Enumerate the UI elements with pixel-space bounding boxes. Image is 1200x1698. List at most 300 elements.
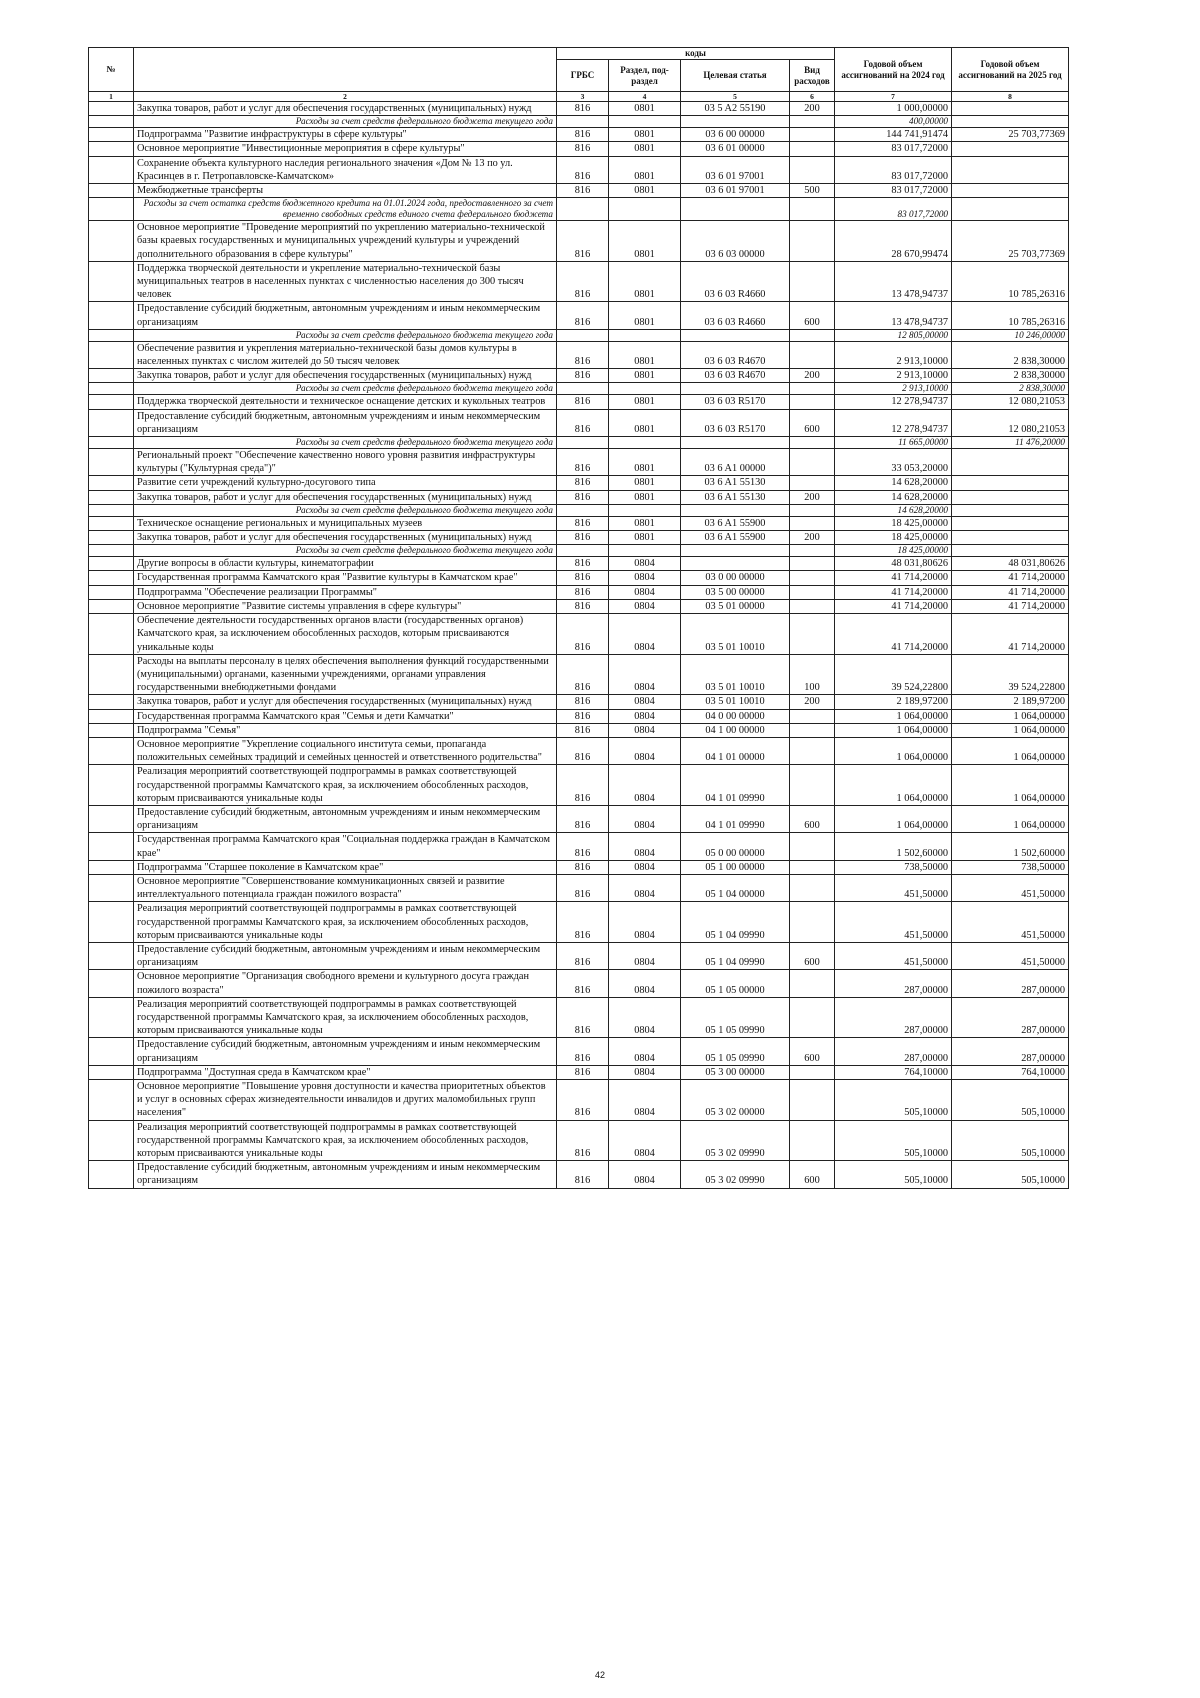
section-cell	[609, 437, 681, 449]
expense-type-cell	[790, 329, 835, 341]
table-row	[89, 1080, 1159, 1121]
row-name-cell: Закупка товаров, работ и услуг для обеспечения государственных (муниципальных) нужд	[134, 102, 557, 116]
amount-2025-cell	[952, 156, 1069, 183]
amount-2025-cell: 41 714,20000	[952, 614, 1069, 655]
section-cell: 0804	[609, 874, 681, 901]
row-number-cell	[89, 1120, 134, 1161]
row-number-cell	[89, 449, 134, 476]
target-article-cell: 03 6 03 R5170	[681, 409, 790, 436]
expense-type-cell: 600	[790, 409, 835, 436]
spacer-cell	[1069, 737, 1159, 764]
section-cell: 0801	[609, 142, 681, 156]
table-row	[89, 902, 1159, 943]
expense-type-cell	[790, 860, 835, 874]
amount-2024-cell: 41 714,20000	[835, 585, 952, 599]
row-number-cell	[89, 1080, 134, 1121]
row-name-cell: Закупка товаров, работ и услуг для обеспечения государственных (муниципальных) нужд	[134, 531, 557, 545]
expense-type-cell: 200	[790, 531, 835, 545]
expense-type-cell	[790, 449, 835, 476]
grbs-cell	[557, 383, 609, 395]
amount-2024-cell: 1 064,00000	[835, 805, 952, 832]
row-number-cell	[89, 198, 134, 221]
target-article-cell: 05 1 00 00000	[681, 860, 790, 874]
amount-2025-cell: 12 080,21053	[952, 409, 1069, 436]
grbs-cell: 816	[557, 902, 609, 943]
section-cell	[609, 198, 681, 221]
section-cell: 0804	[609, 709, 681, 723]
expense-type-cell	[790, 997, 835, 1038]
note-row	[89, 545, 1159, 557]
expense-type-cell: 600	[790, 302, 835, 329]
section-cell	[609, 383, 681, 395]
target-article-cell	[681, 557, 790, 571]
grbs-cell	[557, 329, 609, 341]
section-cell: 0804	[609, 970, 681, 997]
amount-2024-cell: 18 425,00000	[835, 531, 952, 545]
spacer-cell	[1069, 970, 1159, 997]
spacer-cell	[1069, 805, 1159, 832]
row-name-cell: Реализация мероприятий соответствующей подпрограммы в рамках соответствующей государственной программы Камчатского края, за исключением обособленных расходов, которым присваиваются уникальные коды	[134, 902, 557, 943]
amount-2024-cell: 738,50000	[835, 860, 952, 874]
amount-2024-cell: 83 017,72000	[835, 198, 952, 221]
amount-2025-cell: 41 714,20000	[952, 599, 1069, 613]
expense-type-cell: 200	[790, 490, 835, 504]
page-number: 42	[594, 1670, 605, 1680]
grbs-cell	[557, 116, 609, 128]
section-cell	[609, 329, 681, 341]
table-row	[89, 341, 1159, 368]
target-article-cell: 05 0 00 00000	[681, 833, 790, 860]
grbs-cell: 816	[557, 737, 609, 764]
note-row	[89, 383, 1159, 395]
expense-type-cell	[790, 571, 835, 585]
amount-2024-cell: 505,10000	[835, 1161, 952, 1188]
row-name-cell: Предоставление субсидий бюджетным, автономным учреждениям и иным некоммерческим организациям	[134, 1161, 557, 1188]
amount-2024-cell: 2 913,10000	[835, 383, 952, 395]
row-name-cell: Подпрограмма "Семья"	[134, 723, 557, 737]
header-target: Целевая статья	[681, 60, 790, 92]
expense-type-cell	[790, 723, 835, 737]
amount-2024-cell: 2 189,97200	[835, 695, 952, 709]
amount-2024-cell: 39 524,22800	[835, 654, 952, 695]
row-name-cell: Основное мероприятие "Повышение уровня доступности и качества приоритетных объектов и услуг в основных сферах жизнедеятельности инвалидов и других маломобильных групп населения"	[134, 1080, 557, 1121]
row-number-cell	[89, 654, 134, 695]
amount-2024-cell: 11 665,00000	[835, 437, 952, 449]
section-cell: 0804	[609, 765, 681, 806]
section-cell: 0804	[609, 1120, 681, 1161]
amount-2024-cell: 400,00000	[835, 116, 952, 128]
target-article-cell	[681, 198, 790, 221]
table-row	[89, 805, 1159, 832]
row-name-cell: Реализация мероприятий соответствующей подпрограммы в рамках соответствующей государственной программы Камчатского края, за исключением обособленных расходов, которым присваиваются уникальные коды	[134, 1120, 557, 1161]
row-number-cell	[89, 805, 134, 832]
amount-2024-cell: 144 741,91474	[835, 128, 952, 142]
target-article-cell: 04 1 01 09990	[681, 805, 790, 832]
grbs-cell: 816	[557, 585, 609, 599]
amount-2024-cell: 83 017,72000	[835, 142, 952, 156]
amount-2024-cell: 18 425,00000	[835, 545, 952, 557]
table-row	[89, 102, 1159, 116]
amount-2025-cell: 1 064,00000	[952, 765, 1069, 806]
grbs-cell: 816	[557, 654, 609, 695]
target-article-cell: 05 1 04 09990	[681, 942, 790, 969]
section-cell	[609, 504, 681, 516]
amount-2025-cell	[952, 184, 1069, 198]
table-row	[89, 654, 1159, 695]
row-name-cell: Сохранение объекта культурного наследия регионального значения «Дом № 13 по ул. Красинцев в г. Петропавловске-Камчатском»	[134, 156, 557, 183]
row-number-cell	[89, 902, 134, 943]
row-number-cell	[89, 516, 134, 530]
target-article-cell: 03 6 01 97001	[681, 184, 790, 198]
row-number-cell	[89, 142, 134, 156]
row-name-cell: Техническое оснащение региональных и муниципальных музеев	[134, 516, 557, 530]
amount-2025-cell: 25 703,77369	[952, 128, 1069, 142]
section-cell: 0804	[609, 585, 681, 599]
section-cell: 0804	[609, 902, 681, 943]
target-article-cell: 03 6 03 R4660	[681, 261, 790, 302]
spacer-cell	[1069, 128, 1159, 142]
table-row	[89, 942, 1159, 969]
section-cell: 0804	[609, 571, 681, 585]
expense-type-cell: 100	[790, 654, 835, 695]
budget-table	[88, 47, 1159, 1189]
section-cell: 0804	[609, 1161, 681, 1188]
table-row	[89, 997, 1159, 1038]
target-article-cell: 05 1 04 09990	[681, 902, 790, 943]
amount-2024-cell: 41 714,20000	[835, 599, 952, 613]
column-index: 7	[835, 92, 952, 102]
spacer-cell	[1069, 709, 1159, 723]
row-name-cell: Развитие сети учреждений культурно-досугового типа	[134, 476, 557, 490]
spacer-cell	[1069, 490, 1159, 504]
row-number-cell	[89, 437, 134, 449]
spacer-cell	[1069, 545, 1159, 557]
note-row	[89, 329, 1159, 341]
header-exp-type: Вид расходов	[790, 60, 835, 92]
spacer-cell	[1069, 116, 1159, 128]
amount-2025-cell	[952, 142, 1069, 156]
amount-2025-cell: 10 785,26316	[952, 261, 1069, 302]
row-number-cell	[89, 585, 134, 599]
expense-type-cell	[790, 516, 835, 530]
note-row	[89, 504, 1159, 516]
section-cell	[609, 116, 681, 128]
row-number-cell	[89, 341, 134, 368]
grbs-cell	[557, 504, 609, 516]
header-no: №	[89, 48, 134, 92]
grbs-cell: 816	[557, 695, 609, 709]
row-name-cell: Подпрограмма "Старшее поколение в Камчатском крае"	[134, 860, 557, 874]
section-cell: 0804	[609, 1038, 681, 1065]
spacer-cell	[1069, 142, 1159, 156]
section-cell: 0804	[609, 723, 681, 737]
grbs-cell: 816	[557, 409, 609, 436]
amount-2024-cell: 451,50000	[835, 874, 952, 901]
expense-type-cell: 600	[790, 1038, 835, 1065]
row-number-cell	[89, 409, 134, 436]
spacer-cell	[1069, 369, 1159, 383]
amount-2025-cell: 287,00000	[952, 970, 1069, 997]
row-name-cell: Другие вопросы в области культуры, кинематографии	[134, 557, 557, 571]
target-article-cell: 04 1 01 09990	[681, 765, 790, 806]
row-number-cell	[89, 765, 134, 806]
section-cell: 0804	[609, 1065, 681, 1079]
grbs-cell: 816	[557, 723, 609, 737]
amount-2025-cell: 451,50000	[952, 942, 1069, 969]
expense-type-cell	[790, 1080, 835, 1121]
row-name-cell: Обеспечение деятельности государственных органов власти (государственных органов) Камчатского края, за исключением обособленных расходов, которым присваиваются уникальные коды	[134, 614, 557, 655]
expense-type-cell	[790, 395, 835, 409]
section-cell: 0801	[609, 369, 681, 383]
row-name-cell: Межбюджетные трансферты	[134, 184, 557, 198]
section-cell: 0801	[609, 221, 681, 262]
table-header	[89, 48, 1159, 102]
amount-2024-cell: 287,00000	[835, 970, 952, 997]
row-number-cell	[89, 369, 134, 383]
target-article-cell: 03 5 01 10010	[681, 654, 790, 695]
table-row	[89, 874, 1159, 901]
target-article-cell: 04 1 00 00000	[681, 723, 790, 737]
grbs-cell: 816	[557, 1080, 609, 1121]
row-number-cell	[89, 1038, 134, 1065]
amount-2025-cell	[952, 476, 1069, 490]
amount-2024-cell: 18 425,00000	[835, 516, 952, 530]
section-cell: 0804	[609, 1080, 681, 1121]
table-row	[89, 695, 1159, 709]
amount-2024-cell: 12 805,00000	[835, 329, 952, 341]
row-number-cell	[89, 860, 134, 874]
amount-2024-cell: 14 628,20000	[835, 504, 952, 516]
target-article-cell: 03 6 03 R4670	[681, 341, 790, 368]
spacer-cell	[1069, 902, 1159, 943]
target-article-cell: 03 6 03 R5170	[681, 395, 790, 409]
row-number-cell	[89, 557, 134, 571]
spacer-cell	[1069, 654, 1159, 695]
grbs-cell: 816	[557, 102, 609, 116]
target-article-cell: 03 6 01 97001	[681, 156, 790, 183]
row-number-cell	[89, 329, 134, 341]
row-name-cell: Реализация мероприятий соответствующей подпрограммы в рамках соответствующей государственной программы Камчатского края, за исключением обособленных расходов, которым присваиваются уникальные коды	[134, 997, 557, 1038]
row-number-cell	[89, 723, 134, 737]
row-name-cell: Расходы за счет средств федерального бюджета текущего года	[134, 383, 557, 395]
row-name-cell: Расходы на выплаты персоналу в целях обеспечения выполнения функций государственными (муниципальными) органами, казенными учреждениями, органами управления государственными внебюджетными фондами	[134, 654, 557, 695]
amount-2025-cell: 2 189,97200	[952, 695, 1069, 709]
header-spacer	[1069, 48, 1159, 102]
table-row	[89, 737, 1159, 764]
amount-2024-cell: 12 278,94737	[835, 409, 952, 436]
section-cell: 0804	[609, 557, 681, 571]
amount-2025-cell: 39 524,22800	[952, 654, 1069, 695]
spacer-cell	[1069, 1120, 1159, 1161]
section-cell: 0801	[609, 156, 681, 183]
amount-2025-cell: 12 080,21053	[952, 395, 1069, 409]
grbs-cell: 816	[557, 369, 609, 383]
expense-type-cell	[790, 765, 835, 806]
spacer-cell	[1069, 531, 1159, 545]
target-article-cell: 03 6 A1 00000	[681, 449, 790, 476]
row-name-cell: Расходы за счет средств федерального бюджета текущего года	[134, 116, 557, 128]
amount-2025-cell: 2 838,30000	[952, 341, 1069, 368]
section-cell: 0804	[609, 942, 681, 969]
amount-2024-cell: 48 031,80626	[835, 557, 952, 571]
grbs-cell: 816	[557, 997, 609, 1038]
row-name-cell: Предоставление субсидий бюджетным, автономным учреждениям и иным некоммерческим организациям	[134, 805, 557, 832]
spacer-cell	[1069, 571, 1159, 585]
target-article-cell	[681, 329, 790, 341]
section-cell: 0804	[609, 805, 681, 832]
amount-2024-cell: 764,10000	[835, 1065, 952, 1079]
table-row	[89, 156, 1159, 183]
amount-2025-cell	[952, 516, 1069, 530]
target-article-cell: 03 5 01 10010	[681, 614, 790, 655]
row-name-cell: Подпрограмма "Обеспечение реализации Программы"	[134, 585, 557, 599]
spacer-cell	[1069, 102, 1159, 116]
column-index: 6	[790, 92, 835, 102]
spacer-cell	[1069, 1038, 1159, 1065]
table-row	[89, 369, 1159, 383]
row-number-cell	[89, 833, 134, 860]
expense-type-cell: 600	[790, 1161, 835, 1188]
amount-2024-cell: 2 913,10000	[835, 341, 952, 368]
section-cell: 0801	[609, 449, 681, 476]
amount-2025-cell: 764,10000	[952, 1065, 1069, 1079]
target-article-cell: 05 1 05 09990	[681, 997, 790, 1038]
expense-type-cell: 200	[790, 369, 835, 383]
grbs-cell: 816	[557, 261, 609, 302]
section-cell: 0801	[609, 128, 681, 142]
row-number-cell	[89, 383, 134, 395]
expense-type-cell	[790, 585, 835, 599]
spacer-cell	[1069, 585, 1159, 599]
spacer-cell	[1069, 437, 1159, 449]
column-index: 2	[134, 92, 557, 102]
grbs-cell: 816	[557, 516, 609, 530]
spacer-cell	[1069, 476, 1159, 490]
row-number-cell	[89, 302, 134, 329]
spacer-cell	[1069, 723, 1159, 737]
table-row	[89, 531, 1159, 545]
amount-2025-cell	[952, 490, 1069, 504]
row-name-cell: Основное мероприятие "Проведение мероприятий по укреплению материально-технической базы краевых государственных и муниципальных учреждений культуры и учреждений дополнительного образования в сфере культуры"	[134, 221, 557, 262]
amount-2024-cell: 505,10000	[835, 1120, 952, 1161]
grbs-cell: 816	[557, 449, 609, 476]
row-name-cell: Подпрограмма "Развитие инфраструктуры в сфере культуры"	[134, 128, 557, 142]
grbs-cell: 816	[557, 942, 609, 969]
expense-type-cell	[790, 833, 835, 860]
note-row	[89, 198, 1159, 221]
expense-type-cell	[790, 709, 835, 723]
expense-type-cell	[790, 614, 835, 655]
grbs-cell: 816	[557, 531, 609, 545]
spacer-cell	[1069, 942, 1159, 969]
amount-2024-cell: 13 478,94737	[835, 302, 952, 329]
row-name-cell: Расходы за счет средств федерального бюджета текущего года	[134, 437, 557, 449]
target-article-cell: 03 6 A1 55900	[681, 531, 790, 545]
row-name-cell: Расходы за счет средств федерального бюджета текущего года	[134, 329, 557, 341]
section-cell: 0801	[609, 184, 681, 198]
expense-type-cell: 600	[790, 805, 835, 832]
expense-type-cell	[790, 557, 835, 571]
header-section: Раздел, под-раздел	[609, 60, 681, 92]
amount-2024-cell: 451,50000	[835, 942, 952, 969]
row-number-cell	[89, 504, 134, 516]
note-row	[89, 437, 1159, 449]
amount-2024-cell: 1 064,00000	[835, 709, 952, 723]
target-article-cell: 05 1 05 09990	[681, 1038, 790, 1065]
row-number-cell	[89, 997, 134, 1038]
column-index: 1	[89, 92, 134, 102]
section-cell: 0804	[609, 833, 681, 860]
row-number-cell	[89, 156, 134, 183]
amount-2024-cell: 14 628,20000	[835, 476, 952, 490]
target-article-cell	[681, 383, 790, 395]
grbs-cell: 816	[557, 156, 609, 183]
row-number-cell	[89, 709, 134, 723]
amount-2025-cell	[952, 545, 1069, 557]
grbs-cell: 816	[557, 142, 609, 156]
header-vol-2025: Годовой объем ассигнований на 2025 год	[952, 48, 1069, 92]
target-article-cell: 03 5 01 00000	[681, 599, 790, 613]
grbs-cell: 816	[557, 805, 609, 832]
row-name-cell: Предоставление субсидий бюджетным, автономным учреждениям и иным некоммерческим организациям	[134, 409, 557, 436]
table-row	[89, 449, 1159, 476]
amount-2024-cell: 33 053,20000	[835, 449, 952, 476]
table-row	[89, 970, 1159, 997]
amount-2024-cell: 287,00000	[835, 1038, 952, 1065]
table-row	[89, 128, 1159, 142]
grbs-cell: 816	[557, 221, 609, 262]
row-number-cell	[89, 695, 134, 709]
amount-2025-cell: 1 064,00000	[952, 737, 1069, 764]
header-name	[134, 48, 557, 92]
row-name-cell: Закупка товаров, работ и услуг для обеспечения государственных (муниципальных) нужд	[134, 490, 557, 504]
spacer-cell	[1069, 329, 1159, 341]
header-codes: коды	[557, 48, 835, 60]
table-row	[89, 860, 1159, 874]
amount-2024-cell: 28 670,99474	[835, 221, 952, 262]
row-name-cell: Государственная программа Камчатского края "Семья и дети Камчатки"	[134, 709, 557, 723]
grbs-cell: 816	[557, 614, 609, 655]
spacer-cell	[1069, 557, 1159, 571]
section-cell: 0801	[609, 102, 681, 116]
grbs-cell: 816	[557, 395, 609, 409]
amount-2024-cell: 1 502,60000	[835, 833, 952, 860]
table-row	[89, 614, 1159, 655]
row-name-cell: Основное мероприятие "Организация свободного времени и культурного досуга граждан пожилого возраста"	[134, 970, 557, 997]
amount-2024-cell: 287,00000	[835, 997, 952, 1038]
row-number-cell	[89, 942, 134, 969]
grbs-cell: 816	[557, 874, 609, 901]
spacer-cell	[1069, 409, 1159, 436]
row-number-cell	[89, 102, 134, 116]
table-row	[89, 142, 1159, 156]
grbs-cell: 816	[557, 860, 609, 874]
spacer-cell	[1069, 504, 1159, 516]
spacer-cell	[1069, 383, 1159, 395]
row-number-cell	[89, 261, 134, 302]
spacer-cell	[1069, 261, 1159, 302]
row-number-cell	[89, 1161, 134, 1188]
expense-type-cell: 200	[790, 102, 835, 116]
row-name-cell: Предоставление субсидий бюджетным, автономным учреждениям и иным некоммерческим организациям	[134, 302, 557, 329]
amount-2024-cell: 41 714,20000	[835, 571, 952, 585]
spacer-cell	[1069, 695, 1159, 709]
spacer-cell	[1069, 449, 1159, 476]
target-article-cell: 05 1 04 00000	[681, 874, 790, 901]
section-cell: 0804	[609, 695, 681, 709]
table-row	[89, 302, 1159, 329]
spacer-cell	[1069, 156, 1159, 183]
